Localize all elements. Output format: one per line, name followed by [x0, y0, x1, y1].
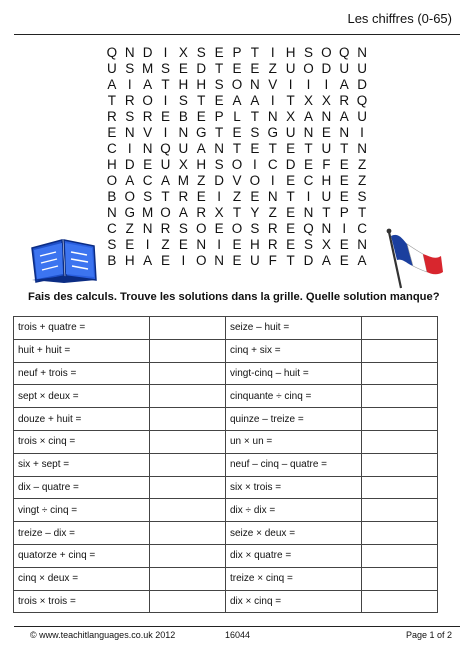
french-flag-icon: [381, 226, 445, 290]
grid-letter: O: [231, 221, 243, 236]
grid-letter: L: [233, 109, 241, 124]
grid-letter: A: [250, 93, 260, 108]
grid-letter: E: [250, 141, 260, 156]
grid-letter: A: [339, 77, 349, 92]
answer-cell[interactable]: [150, 544, 226, 567]
calc-right-expression: dix × cinq =: [226, 590, 362, 613]
grid-letter: I: [270, 173, 275, 188]
answer-cell[interactable]: [362, 567, 438, 590]
grid-letter: S: [303, 237, 313, 252]
grid-letter: T: [107, 93, 117, 108]
grid-letter: E: [232, 61, 242, 76]
grid-letter: N: [107, 205, 117, 220]
page-title: Les chiffres (0-65): [347, 11, 452, 26]
footer-copyright: © www.teachitlanguages.co.uk 2012: [30, 630, 176, 640]
grid-letter: T: [286, 253, 295, 268]
grid-letter: B: [107, 189, 117, 204]
grid-letter: O: [106, 173, 118, 188]
grid-letter: C: [303, 173, 314, 188]
grid-letter: I: [127, 77, 132, 92]
grid-letter: O: [303, 61, 314, 76]
grid-letter: D: [124, 157, 135, 172]
answer-cell[interactable]: [362, 339, 438, 362]
grid-letter: T: [304, 141, 313, 156]
grid-letter: T: [232, 141, 242, 156]
calc-right-expression: treize × cinq =: [226, 567, 362, 590]
grid-letter: E: [214, 221, 224, 236]
grid-letter: T: [268, 141, 277, 156]
grid-letter: H: [249, 237, 260, 252]
grid-letter: G: [267, 125, 278, 140]
grid-letter: A: [196, 141, 206, 156]
grid-letter: I: [342, 221, 347, 236]
calc-left-expression: cinq × deux =: [14, 567, 150, 590]
grid-letter: S: [125, 61, 135, 76]
answer-cell[interactable]: [150, 339, 226, 362]
grid-letter: O: [124, 189, 136, 204]
grid-letter: Y: [250, 205, 260, 220]
table-row: [14, 317, 438, 340]
answer-cell[interactable]: [362, 453, 438, 476]
grid-letter: N: [303, 205, 314, 220]
table-row: [14, 430, 438, 453]
table-row: [14, 476, 438, 499]
grid-letter: N: [321, 221, 332, 236]
answer-cell[interactable]: [150, 567, 226, 590]
grid-letter: T: [286, 93, 295, 108]
grid-letter: E: [339, 157, 349, 172]
grid-letter: C: [142, 173, 153, 188]
grid-letter: S: [250, 125, 260, 140]
grid-letter: H: [196, 77, 207, 92]
grid-letter: V: [143, 125, 153, 140]
answer-cell[interactable]: [150, 408, 226, 431]
table-row: [14, 567, 438, 590]
grid-letter: E: [321, 125, 331, 140]
answer-cell[interactable]: [150, 476, 226, 499]
grid-letter: I: [217, 237, 221, 252]
grid-letter: G: [124, 205, 136, 220]
grid-letter: E: [286, 205, 296, 220]
grid-letter: Q: [106, 45, 118, 60]
grid-letter: S: [178, 221, 188, 236]
grid-letter: E: [125, 237, 135, 252]
grid-letter: I: [181, 253, 186, 268]
answer-cell[interactable]: [150, 430, 226, 453]
table-row: [14, 544, 438, 567]
grid-letter: N: [321, 109, 332, 124]
calc-left-expression: douze + huit =: [14, 408, 150, 431]
grid-letter: M: [142, 205, 154, 220]
calc-left-expression: trois × trois =: [14, 590, 150, 613]
grid-letter: I: [127, 141, 132, 156]
grid-letter: A: [232, 93, 242, 108]
table-row: [14, 362, 438, 385]
calc-left-expression: six + sept =: [14, 453, 150, 476]
calc-right-expression: cinq + six =: [226, 339, 362, 362]
grid-letter: X: [178, 157, 188, 172]
answer-cell[interactable]: [362, 590, 438, 613]
grid-letter: E: [107, 125, 117, 140]
grid-letter: E: [286, 221, 296, 236]
table-row: [14, 408, 438, 431]
grid-letter: H: [178, 77, 189, 92]
grid-letter: N: [142, 221, 153, 236]
calc-left-expression: trois + quatre =: [14, 317, 150, 340]
grid-letter: A: [178, 205, 188, 220]
grid-letter: Q: [160, 141, 171, 156]
grid-letter: Z: [357, 173, 367, 188]
answer-cell[interactable]: [362, 499, 438, 522]
grid-letter: R: [267, 237, 278, 252]
grid-letter: T: [197, 93, 206, 108]
calc-right-expression: neuf – cinq – quatre =: [226, 453, 362, 476]
grid-letter: T: [250, 109, 259, 124]
calc-right-expression: dix ÷ dix =: [226, 499, 362, 522]
grid-letter: I: [306, 189, 311, 204]
grid-letter: I: [270, 45, 275, 60]
grid-letter: I: [288, 77, 293, 92]
grid-letter: D: [285, 157, 296, 172]
answer-cell[interactable]: [362, 362, 438, 385]
calc-right-expression: quinze – treize =: [226, 408, 362, 431]
grid-letter: F: [322, 157, 331, 172]
table-row: [14, 522, 438, 545]
answer-cell[interactable]: [150, 385, 226, 408]
table-row: [14, 590, 438, 613]
grid-letter: B: [107, 253, 117, 268]
grid-letter: D: [142, 45, 153, 60]
calc-right-expression: un × un =: [226, 430, 362, 453]
grid-letter: Z: [197, 173, 206, 188]
answer-cell[interactable]: [150, 362, 226, 385]
answer-cell[interactable]: [362, 522, 438, 545]
grid-letter: R: [339, 93, 350, 108]
grid-letter: F: [268, 253, 277, 268]
grid-letter: U: [249, 253, 260, 268]
answer-cell[interactable]: [362, 544, 438, 567]
grid-letter: R: [107, 109, 117, 124]
grid-letter: C: [107, 221, 117, 236]
grid-letter: E: [286, 173, 296, 188]
grid-letter: H: [124, 253, 135, 268]
grid-letter: D: [214, 173, 224, 188]
grid-letter: S: [214, 77, 224, 92]
calc-left-expression: sept × deux =: [14, 385, 150, 408]
grid-letter: E: [178, 237, 188, 252]
grid-letter: A: [303, 109, 313, 124]
grid-letter: O: [142, 93, 153, 108]
grid-letter: U: [178, 141, 189, 156]
calc-right-expression: seize – huit =: [226, 317, 362, 340]
grid-letter: I: [163, 45, 168, 60]
grid-letter: H: [107, 157, 117, 172]
grid-letter: N: [124, 45, 135, 60]
grid-letter: U: [357, 61, 367, 76]
grid-letter: E: [161, 109, 171, 124]
grid-letter: A: [161, 173, 171, 188]
word-search-grid: [103, 45, 371, 269]
grid-letter: A: [125, 173, 135, 188]
calc-left-expression: trois × cinq =: [14, 430, 150, 453]
answer-cell[interactable]: [362, 430, 438, 453]
grid-letter: N: [357, 141, 367, 156]
grid-letter: D: [321, 61, 332, 76]
table-row: [14, 499, 438, 522]
calc-left-expression: huit + huit =: [14, 339, 150, 362]
grid-letter: N: [357, 237, 367, 252]
grid-letter: N: [267, 109, 278, 124]
grid-letter: R: [142, 109, 153, 124]
grid-letter: T: [322, 205, 331, 220]
grid-letter: A: [107, 77, 117, 92]
grid-letter: E: [196, 189, 206, 204]
grid-letter: S: [250, 221, 260, 236]
grid-letter: T: [161, 189, 170, 204]
grid-letter: Q: [338, 45, 350, 60]
grid-letter: N: [214, 141, 224, 156]
grid-letter: E: [339, 237, 349, 252]
math-book-icon: [28, 236, 100, 284]
grid-letter: O: [160, 205, 171, 220]
grid-letter: X: [214, 205, 224, 220]
grid-letter: N: [124, 125, 135, 140]
instructions-text: Fais des calculs. Trouve les solutions dans la grille. Quelle solution manque?: [28, 291, 440, 303]
grid-letter: E: [232, 237, 242, 252]
grid-letter: G: [196, 125, 207, 140]
grid-letter: E: [178, 61, 188, 76]
grid-letter: I: [163, 125, 168, 140]
answer-cell[interactable]: [362, 476, 438, 499]
grid-letter: U: [285, 61, 296, 76]
grid-letter: A: [321, 253, 331, 268]
grid-letter: T: [161, 77, 170, 92]
grid-letter: N: [214, 253, 224, 268]
grid-letter: E: [339, 173, 349, 188]
answer-cell[interactable]: [150, 522, 226, 545]
grid-letter: A: [143, 77, 153, 92]
answer-cell[interactable]: [362, 408, 438, 431]
grid-letter: S: [178, 93, 188, 108]
grid-letter: H: [285, 45, 296, 60]
footer-page-number: Page 1 of 2: [405, 630, 452, 640]
grid-letter: M: [142, 61, 154, 76]
grid-letter: X: [303, 93, 313, 108]
grid-letter: S: [161, 61, 171, 76]
grid-letter: A: [339, 109, 349, 124]
grid-letter: N: [142, 141, 153, 156]
grid-letter: Z: [268, 205, 277, 220]
header-divider: [14, 34, 460, 35]
grid-letter: O: [249, 173, 261, 188]
grid-letter: O: [196, 221, 207, 236]
answer-cell[interactable]: [362, 385, 438, 408]
grid-letter: Z: [268, 61, 277, 76]
grid-letter: T: [215, 125, 224, 140]
grid-letter: O: [231, 77, 243, 92]
grid-letter: Z: [232, 189, 242, 204]
grid-letter: U: [339, 61, 350, 76]
grid-letter: S: [143, 189, 153, 204]
calc-right-expression: dix × quatre =: [226, 544, 362, 567]
grid-letter: T: [286, 189, 295, 204]
grid-letter: E: [232, 125, 242, 140]
answer-cell[interactable]: [150, 499, 226, 522]
grid-letter: T: [215, 61, 224, 76]
grid-letter: H: [196, 157, 207, 172]
grid-letter: V: [232, 173, 242, 188]
grid-letter: E: [303, 157, 313, 172]
grid-letter: P: [214, 109, 224, 124]
grid-letter: N: [196, 237, 207, 252]
grid-letter: E: [214, 45, 224, 60]
calc-left-expression: vingt ÷ cinq =: [14, 499, 150, 522]
answer-cell[interactable]: [150, 317, 226, 340]
grid-letter: E: [214, 93, 224, 108]
calculation-table: [13, 316, 438, 613]
grid-letter: A: [357, 253, 367, 268]
grid-letter: X: [178, 45, 188, 60]
answer-cell[interactable]: [362, 317, 438, 340]
grid-letter: O: [196, 253, 207, 268]
grid-letter: S: [214, 157, 224, 172]
grid-letter: T: [232, 205, 242, 220]
grid-letter: D: [357, 77, 367, 92]
grid-letter: C: [267, 157, 278, 172]
grid-letter: U: [160, 157, 171, 172]
grid-letter: E: [143, 157, 153, 172]
grid-letter: U: [107, 61, 117, 76]
grid-letter: I: [217, 189, 221, 204]
answer-cell[interactable]: [150, 453, 226, 476]
grid-letter: T: [340, 141, 349, 156]
grid-letter: E: [339, 189, 349, 204]
grid-letter: Z: [357, 157, 367, 172]
grid-letter: N: [357, 45, 367, 60]
grid-letter: C: [107, 141, 117, 156]
grid-letter: N: [178, 125, 189, 140]
grid-letter: P: [232, 45, 242, 60]
grid-letter: U: [321, 141, 332, 156]
grid-letter: R: [124, 93, 135, 108]
grid-letter: S: [357, 189, 367, 204]
grid-letter: I: [360, 125, 364, 140]
grid-letter: T: [250, 45, 259, 60]
grid-letter: N: [267, 189, 278, 204]
grid-letter: E: [339, 253, 349, 268]
calc-left-expression: quatorze + cinq =: [14, 544, 150, 567]
grid-letter: Q: [303, 221, 314, 236]
grid-letter: O: [231, 157, 243, 172]
grid-letter: N: [339, 125, 350, 140]
grid-letter: Q: [356, 93, 368, 108]
grid-letter: N: [249, 77, 260, 92]
grid-letter: S: [303, 45, 313, 60]
calc-right-expression: seize × deux =: [226, 522, 362, 545]
calc-right-expression: six × trois =: [226, 476, 362, 499]
grid-letter: E: [286, 237, 296, 252]
calc-left-expression: dix – quatre =: [14, 476, 150, 499]
grid-letter: E: [196, 109, 206, 124]
grid-letter: A: [143, 253, 153, 268]
grid-letter: R: [160, 221, 171, 236]
grid-letter: O: [321, 45, 332, 60]
grid-letter: B: [178, 109, 188, 124]
footer-divider: [14, 626, 460, 627]
grid-letter: E: [161, 253, 171, 268]
grid-letter: R: [178, 189, 189, 204]
grid-letter: U: [357, 109, 367, 124]
grid-letter: E: [250, 61, 260, 76]
grid-letter: E: [250, 189, 260, 204]
grid-letter: H: [321, 173, 332, 188]
grid-letter: C: [357, 221, 367, 236]
table-row: [14, 453, 438, 476]
grid-letter: T: [357, 205, 367, 220]
grid-letter: D: [196, 61, 207, 76]
grid-letter: S: [196, 45, 206, 60]
calc-left-expression: neuf + trois =: [14, 362, 150, 385]
calc-right-expression: vingt-cinq – huit =: [226, 362, 362, 385]
footer-code: 16044: [225, 630, 251, 640]
grid-letter: I: [252, 157, 257, 172]
grid-letter: X: [321, 237, 331, 252]
grid-letter: I: [270, 93, 275, 108]
grid-letter: U: [321, 189, 332, 204]
grid-letter: Z: [161, 237, 170, 252]
table-row: [14, 339, 438, 362]
grid-letter: N: [303, 125, 314, 140]
grid-letter: D: [303, 253, 314, 268]
grid-letter: X: [321, 93, 331, 108]
grid-letter: P: [339, 205, 349, 220]
grid-letter: I: [324, 77, 329, 92]
grid-letter: S: [107, 237, 117, 252]
table-row: [14, 385, 438, 408]
calc-left-expression: treize – dix =: [14, 522, 150, 545]
grid-letter: I: [163, 93, 168, 108]
grid-letter: X: [286, 109, 296, 124]
grid-letter: E: [286, 141, 296, 156]
grid-letter: R: [196, 205, 207, 220]
grid-letter: Z: [125, 221, 134, 236]
grid-letter: R: [267, 221, 278, 236]
grid-letter: E: [232, 253, 242, 268]
grid-letter: I: [145, 237, 150, 252]
calc-right-expression: cinquante ÷ cinq =: [226, 385, 362, 408]
grid-letter: M: [177, 173, 190, 188]
grid-letter: S: [125, 109, 135, 124]
answer-cell[interactable]: [150, 590, 226, 613]
grid-letter: V: [268, 77, 278, 92]
grid-letter: U: [285, 125, 296, 140]
grid-letter: I: [306, 77, 311, 92]
